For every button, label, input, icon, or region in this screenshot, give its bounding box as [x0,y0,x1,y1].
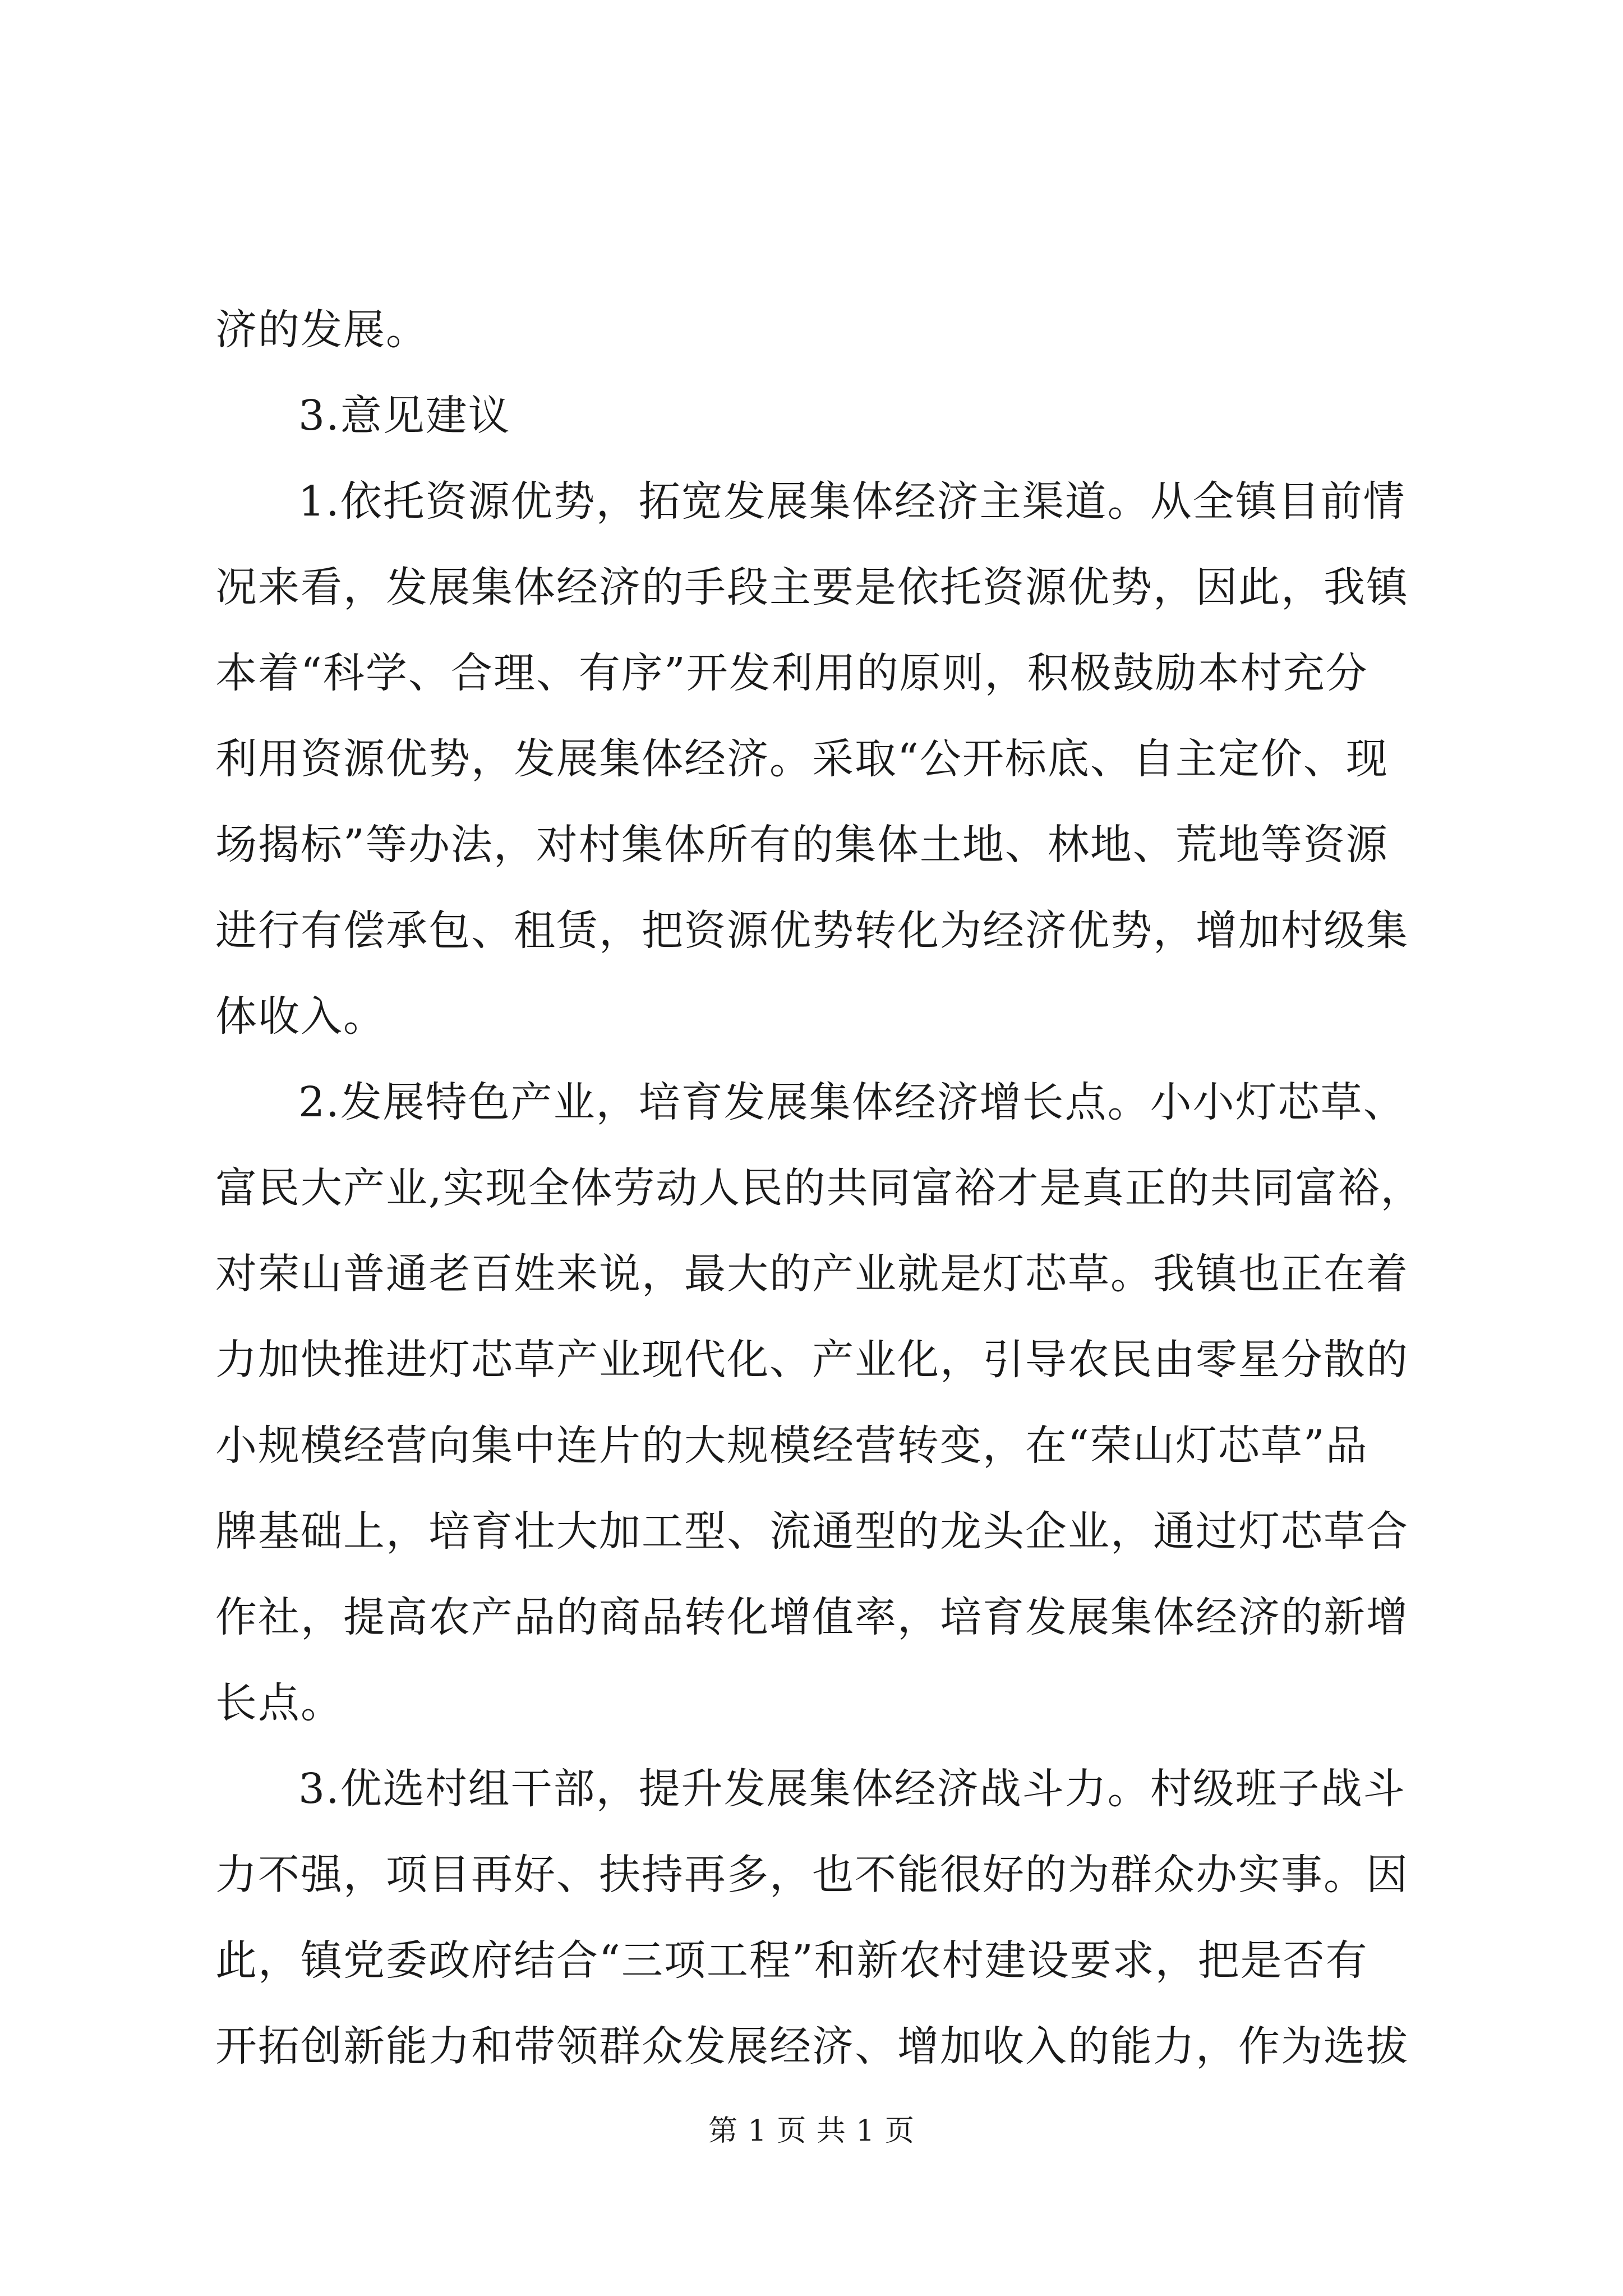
body-text [215,287,1421,2090]
text-line: 力加快推进灯芯草产业现代化、产业化，引导农民由零星分散的 [215,1336,1409,1384]
text-line: 进行有偿承包、租赁，把资源优势转化为经济优势，增加村级集 [215,907,1409,955]
text-line: 长点。 [215,1679,343,1727]
text-line: 牌基础上，培育壮大加工型、流通型的龙头企业，通过灯芯草合 [215,1507,1409,1556]
text-line: 场揭标”等办法，对村集体所有的集体土地、林地、荒地等资源 [215,821,1389,869]
text-line: 2.发展特色产业，培育发展集体经济增长点。小小灯芯草、 [298,1078,1406,1126]
text-line: 对荣山普通老百姓来说，最大的产业就是灯芯草。我镇也正在着 [215,1250,1409,1298]
section-heading: 3.意见建议 [298,392,511,440]
text-line: 小规模经营向集中连片的大规模经营转变，在“荣山灯芯草”品 [215,1421,1368,1470]
text-line: 3.优选村组干部，提升发展集体经济战斗力。村级班子战斗 [298,1765,1406,1813]
text-line: 作社，提高农产品的商品转化增值率，培育发展集体经济的新增 [215,1593,1409,1641]
page-number-footer: 第 1 页 共 1 页 [708,2114,915,2148]
text-line: 此，镇党委政府结合“三项工程”和新农村建设要求，把是否有 [215,1936,1368,1985]
text-line: 体收入。 [215,992,386,1041]
text-line: 力不强，项目再好、扶持再多，也不能很好的为群众办实事。因 [215,1851,1409,1899]
text-line: 利用资源优势，发展集体经济。采取“公开标底、自主定价、现 [215,735,1389,783]
text-line: 富民大产业,实现全体劳动人民的共同富裕才是真正的共同富裕， [215,1164,1423,1212]
text-line: 况来看，发展集体经济的手段主要是依托资源优势，因此，我镇 [215,563,1409,611]
text-line: 1.依托资源优势，拓宽发展集体经济主渠道。从全镇目前情 [298,477,1406,526]
text-line: 济的发展。 [215,306,428,354]
text-line: 开拓创新能力和带领群众发展经济、增加收入的能力，作为选拔 [215,2022,1409,2070]
text-line: 本着“科学、合理、有序”开发利用的原则，积极鼓励本村充分 [215,649,1368,697]
